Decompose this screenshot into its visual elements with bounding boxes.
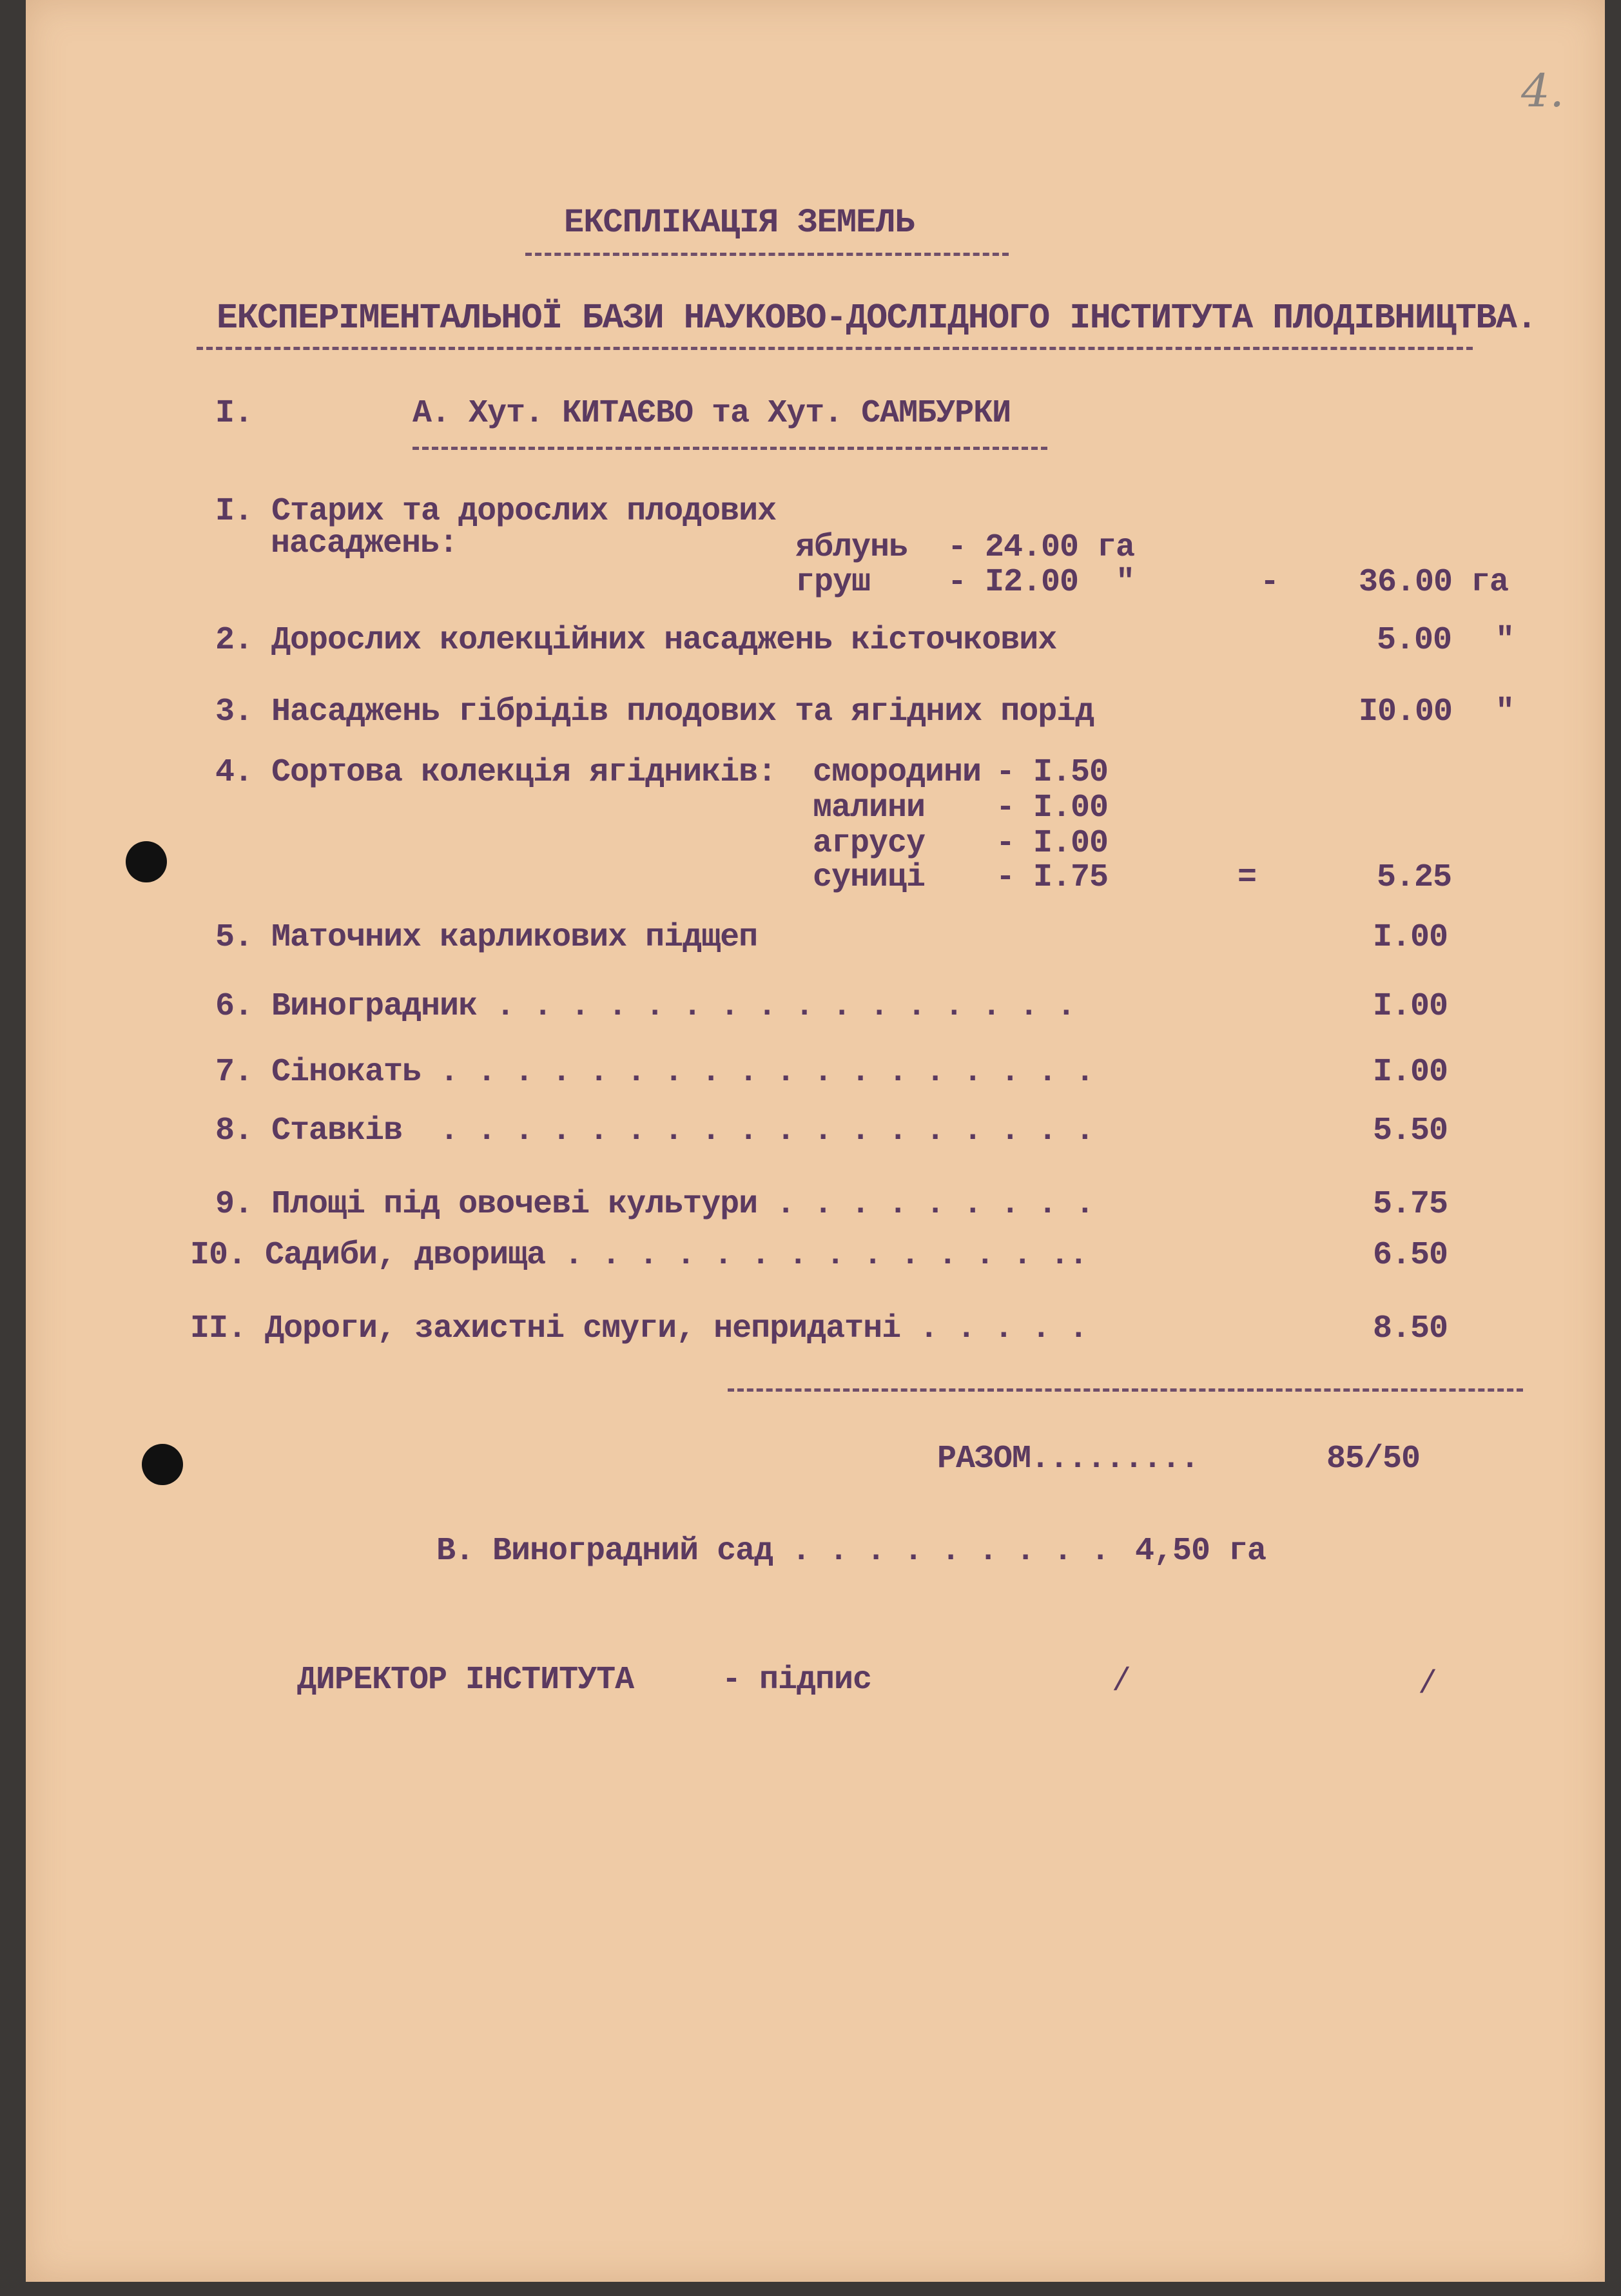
item-1-label: I. Старих та дорослих плодових (215, 493, 777, 530)
sub-name: смородини (813, 754, 982, 791)
sub-value: - I2.00 " (947, 564, 1135, 601)
item-label: 5. Маточних карликових підщеп (215, 919, 758, 956)
sub-value: - 24.00 га (947, 529, 1135, 566)
section-underline (413, 447, 1047, 450)
sub-name: малини (813, 790, 926, 826)
signature-slash: / (1418, 1666, 1437, 1703)
sub-value: - I.00 (996, 825, 1109, 862)
item-1-total: 36.00 га (1359, 564, 1509, 601)
item-label: 8. Ставків . . . . . . . . . . . . . . . . . . (215, 1113, 1094, 1149)
punch-hole (126, 841, 167, 882)
vineyard-value: 4,50 га (1135, 1533, 1267, 1570)
item-3-unit: " (1495, 694, 1515, 730)
item-2-label: 2. Дорослих колекційних насаджень кісточкових (215, 622, 1057, 659)
sub-value: - I.75 (996, 859, 1109, 896)
item-value: 8.50 (1373, 1310, 1448, 1347)
section-number: I. (215, 395, 253, 432)
signature-title: ДИРЕКТОР ІНСТИТУТА (297, 1662, 634, 1698)
item-2-value: 5.00 (1377, 622, 1452, 659)
item-value: 5.75 (1373, 1186, 1448, 1223)
item-value: I.00 (1373, 988, 1448, 1025)
sub-name: агрусу (813, 825, 926, 862)
item-4-label: 4. Сортова колекція ягідників: (215, 754, 777, 791)
total-rule (728, 1388, 1523, 1392)
punch-hole (142, 1444, 183, 1485)
item-label: 9. Площі під овочеві культури . . . . . . . . . (215, 1186, 1094, 1223)
page-number: 4. (1521, 64, 1564, 117)
equals: = (1238, 859, 1257, 896)
sub-value: - I.50 (996, 754, 1109, 791)
title-underline (525, 253, 1009, 256)
item-1-label-cont: насаджень: (271, 525, 458, 562)
section-heading: А. Хут. КИТАЄВО та Хут. САМБУРКИ (413, 395, 1011, 432)
item-3-value: I0.00 (1359, 694, 1453, 730)
dash: - (1260, 564, 1279, 601)
item-label: II. Дороги, захистні смуги, непридатні . . . . . (190, 1310, 1088, 1347)
total-label: РАЗОМ......... (937, 1441, 1199, 1477)
sub-name: суниці (813, 859, 926, 896)
sub-name: яблунь (795, 529, 908, 566)
total-value: 85/50 (1326, 1441, 1421, 1477)
sub-name: груш (795, 564, 871, 601)
signature-mark: - підпис (722, 1662, 872, 1698)
item-label: 6. Виноградник . . . . . . . . . . . . . . . . (215, 988, 1076, 1025)
subtitle-underline (197, 347, 1473, 350)
item-value: 6.50 (1373, 1237, 1448, 1274)
item-value: I.00 (1373, 919, 1448, 956)
item-value: 5.50 (1373, 1113, 1448, 1149)
item-3-label: 3. Насаджень гібрідів плодових та ягідних порід (215, 694, 1094, 730)
document-title: ЕКСПЛІКАЦІЯ ЗЕМЕЛЬ (564, 204, 915, 242)
document-subtitle: ЕКСПЕРІМЕНТАЛЬНОЇ БАЗИ НАУКОВО-ДОСЛІДНОГО ІНСТИТУТА ПЛОДІВНИЦТВА. (217, 298, 1537, 338)
signature-slash: / (1112, 1664, 1131, 1700)
item-label: I0. Садиби, дворища . . . . . . . . . . . . . .. (190, 1237, 1088, 1274)
sub-value: - I.00 (996, 790, 1109, 826)
item-value: I.00 (1373, 1054, 1448, 1091)
item-2-unit: " (1495, 622, 1515, 659)
vineyard-label: В. Виноградний сад . . . . . . . . . (436, 1533, 1110, 1570)
item-4-total: 5.25 (1377, 859, 1452, 896)
item-label: 7. Сінокать . . . . . . . . . . . . . . . . . . (215, 1054, 1094, 1091)
